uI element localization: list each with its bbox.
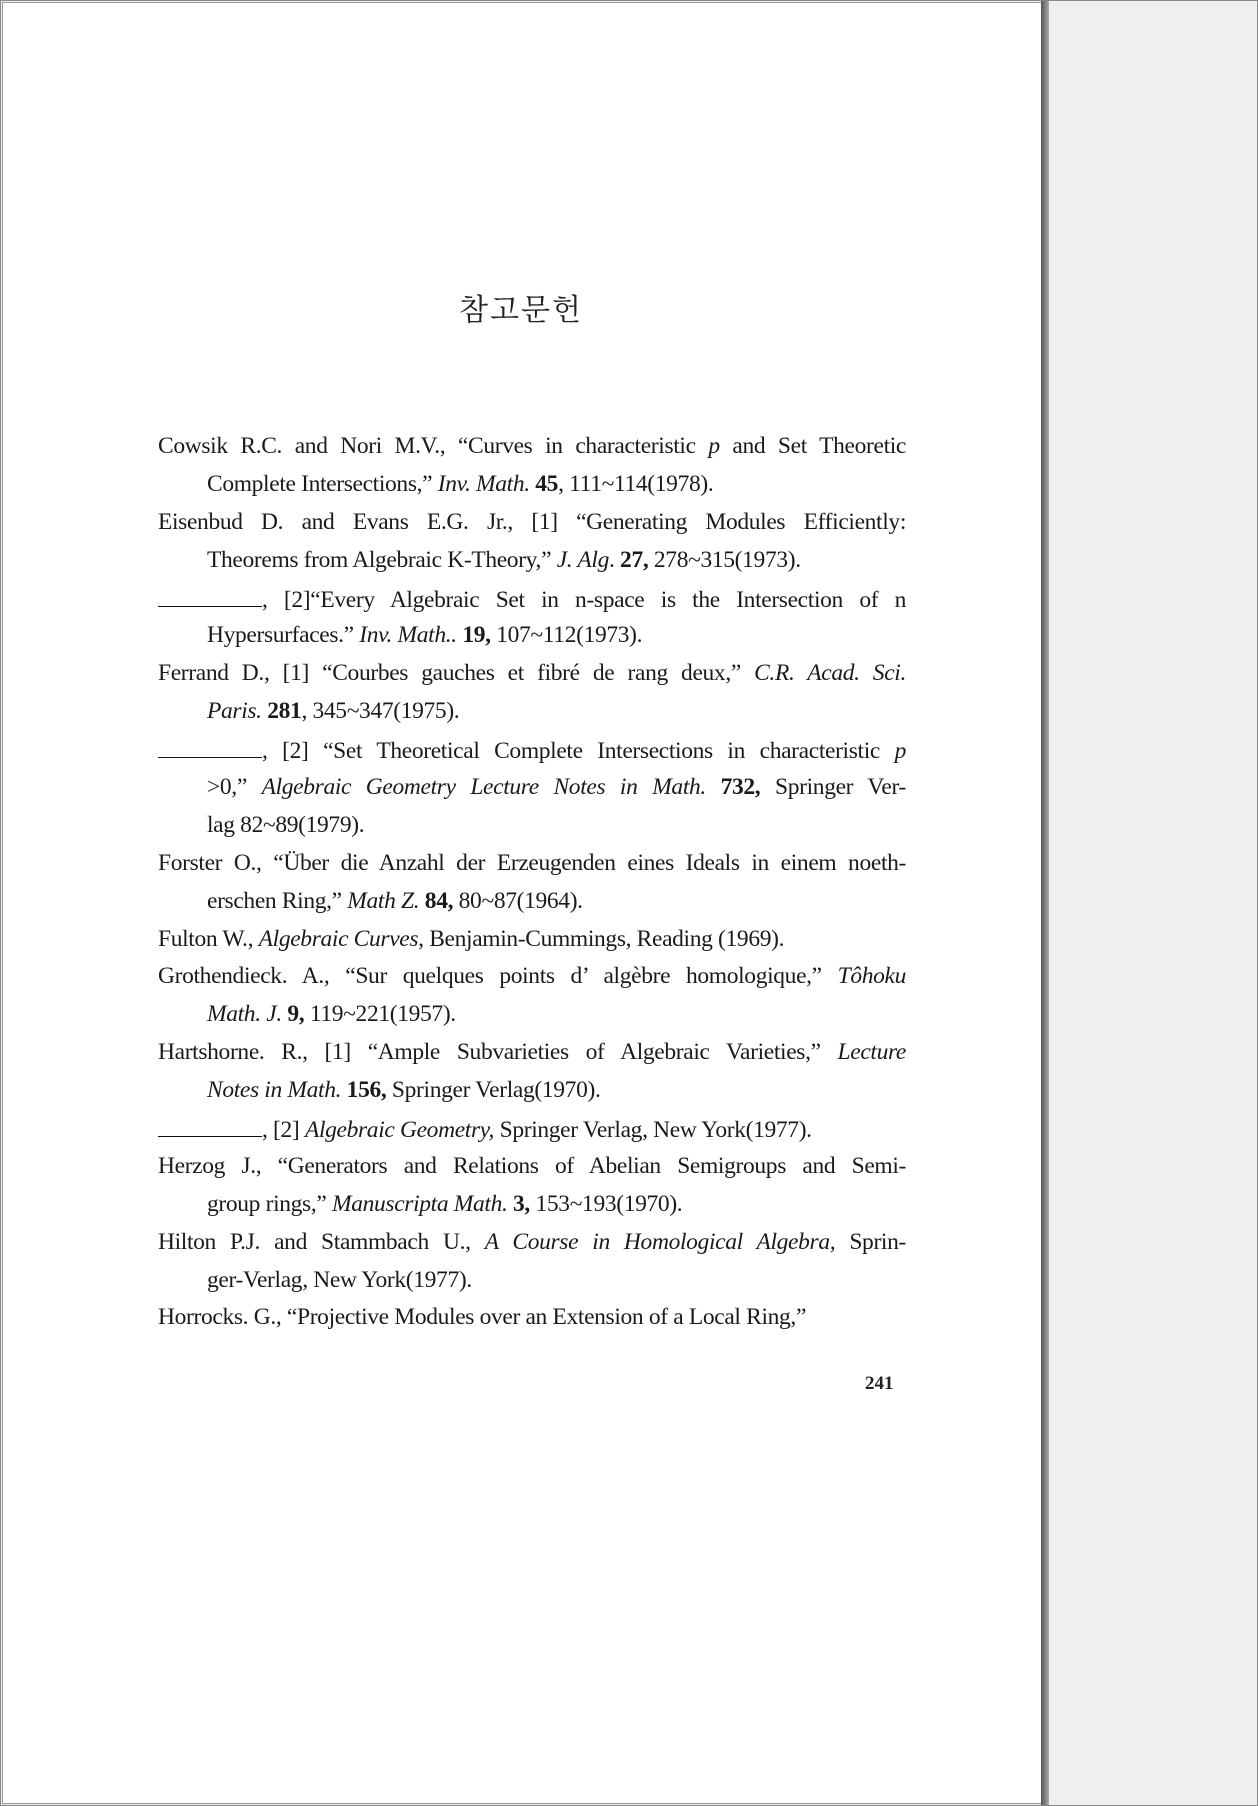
reference-text: Complete Intersections,”	[207, 470, 438, 497]
reference-text: , 345~347(1975).	[301, 698, 460, 725]
document-page	[2, 2, 1042, 1804]
reference-line	[158, 921, 906, 959]
same-author-dash	[158, 580, 262, 607]
reference-text: Hypersurfaces.”	[207, 622, 360, 649]
bold-volume: 156,	[346, 1077, 387, 1104]
italic-text: J. Alg	[556, 546, 609, 573]
reference-line	[158, 1034, 906, 1072]
reference-line	[158, 1072, 906, 1110]
reference-text: Fulton W.,	[158, 925, 259, 952]
reference-text: , 111~114(1978).	[558, 470, 714, 497]
bold-volume: 3,	[513, 1190, 530, 1217]
reference-text: lag 82~89(1979).	[207, 811, 365, 838]
reference-text	[706, 774, 721, 800]
italic-text: Math. J.	[207, 1001, 282, 1028]
bold-volume: 27,	[620, 546, 649, 573]
reference-text: ger-Verlag, New York(1977).	[207, 1266, 472, 1293]
reference-text: 107~112(1973).	[490, 622, 643, 649]
reference-line	[158, 504, 906, 542]
italic-text: Inv. Math..	[359, 622, 457, 649]
reference-entry	[158, 1224, 906, 1300]
reference-text: Springer Verlag, New York(1977).	[494, 1117, 812, 1144]
italic-text: Tôhoku	[837, 963, 906, 990]
italic-text: Algebraic Geometry,	[304, 1117, 495, 1144]
reference-entry	[158, 428, 906, 504]
reference-text: group rings,”	[207, 1190, 332, 1217]
reference-entry	[158, 1110, 906, 1148]
reference-line	[158, 807, 906, 845]
reference-line	[158, 693, 906, 731]
reference-text: Benjamin-Cummings, Reading (1969).	[423, 925, 785, 952]
reference-line	[158, 845, 906, 883]
reference-list	[158, 428, 906, 1337]
reference-line	[158, 1186, 906, 1224]
reference-line	[158, 1110, 906, 1148]
bold-volume: 732,	[720, 774, 761, 801]
reference-entry	[158, 655, 906, 731]
bold-volume: 19,	[462, 622, 491, 649]
reference-text: Grothendieck. A., “Sur quelques points d’ algèbre homologique,”	[158, 963, 838, 990]
reference-line	[158, 958, 906, 996]
reference-text: 153~193(1970).	[529, 1190, 683, 1217]
reference-entry	[158, 1299, 906, 1337]
italic-text: Notes in Math.	[207, 1077, 342, 1104]
italic-text: p	[708, 433, 720, 459]
italic-text: Inv. Math.	[437, 470, 530, 497]
reference-line	[158, 580, 906, 618]
reference-text: .	[608, 546, 621, 573]
italic-text: p	[894, 738, 906, 765]
page-title: 참고문헌	[459, 294, 583, 327]
italic-text: Lecture	[837, 1039, 906, 1066]
reference-text: Hartshorne. R., [1] “Ample Subvarieties of Algebraic Varieties,”	[158, 1039, 838, 1066]
reference-line	[158, 1224, 906, 1262]
reference-entry	[158, 504, 906, 580]
reference-entry	[158, 1148, 906, 1224]
italic-text: Algebraic Curves,	[258, 925, 424, 952]
reference-text: 119~221(1957).	[304, 1001, 456, 1028]
reference-line	[158, 655, 906, 693]
reference-text: Theorems from Algebraic K-Theory,”	[207, 546, 557, 573]
reference-text: 80~87(1964).	[453, 887, 583, 914]
reference-line	[158, 1148, 906, 1186]
reference-text: Forster O., “Über die Anzahl der Erzeugenden eines Ideals in einem noeth-	[158, 849, 906, 876]
reference-entry	[158, 845, 906, 921]
reference-text: Eisenbud D. and Evans E.G. Jr., [1] “Generating Modules Efficiently:	[158, 508, 906, 535]
reference-entry	[158, 580, 906, 656]
page-edge-shadow	[1041, 0, 1049, 1806]
reference-line	[158, 542, 906, 580]
reference-text: , [2]“Every Algebraic Set in n-space is the Intersection of n	[262, 586, 906, 613]
reference-line	[158, 996, 906, 1034]
reference-line	[158, 466, 906, 504]
reference-line	[158, 731, 906, 769]
reference-line	[158, 428, 906, 466]
italic-text: C.R. Acad. Sci.	[754, 660, 906, 687]
reference-text: Herzog J., “Generators and Relations of Abelian Semigroups and Semi-	[158, 1152, 906, 1179]
reference-text: erschen Ring,”	[207, 887, 348, 914]
italic-text: Math Z.	[347, 887, 420, 914]
reference-entry	[158, 1034, 906, 1110]
italic-text: A Course in Homological Algebra,	[484, 1228, 836, 1255]
reference-text: >0,”	[207, 774, 262, 801]
reference-entry	[158, 731, 906, 845]
page-number: 241	[865, 1373, 894, 1394]
italic-text: Paris.	[207, 698, 262, 725]
same-author-dash	[158, 1110, 262, 1137]
reference-line	[158, 1262, 906, 1300]
reference-text: 278~315(1973).	[648, 546, 801, 573]
italic-text: Manuscripta Math.	[331, 1190, 508, 1217]
reference-text: , [2] “Set Theoretical Complete Intersections in characteristic	[262, 738, 895, 765]
reference-text: and Set Theoretic	[719, 433, 907, 459]
italic-text: Algebraic Geometry Lecture Notes in Math.	[261, 774, 706, 801]
reference-line	[158, 769, 906, 807]
bold-volume: 9,	[287, 1001, 305, 1028]
reference-text: Sprin-	[835, 1228, 906, 1255]
reference-text: Springer Ver-	[760, 774, 906, 801]
reference-line	[158, 617, 906, 655]
reference-entry	[158, 958, 906, 1034]
bold-volume: 84,	[424, 887, 454, 914]
reference-text: Horrocks. G., “Projective Modules over an Extension of a Local Ring,”	[158, 1304, 807, 1331]
bold-volume: 45	[535, 470, 559, 497]
reference-entry	[158, 921, 906, 959]
reference-text: Springer Verlag(1970).	[386, 1077, 601, 1104]
reference-text: Cowsik R.C. and Nori M.V., “Curves in characteristic	[158, 433, 709, 459]
reference-line	[158, 883, 906, 921]
reference-text: Ferrand D., [1] “Courbes gauches et fibré de rang deux,”	[158, 660, 755, 687]
bold-volume: 281	[267, 698, 302, 725]
reference-text: , [2]	[262, 1117, 305, 1144]
same-author-dash	[158, 731, 262, 758]
reference-text: Hilton P.J. and Stammbach U.,	[158, 1228, 485, 1255]
reference-line	[158, 1299, 906, 1337]
